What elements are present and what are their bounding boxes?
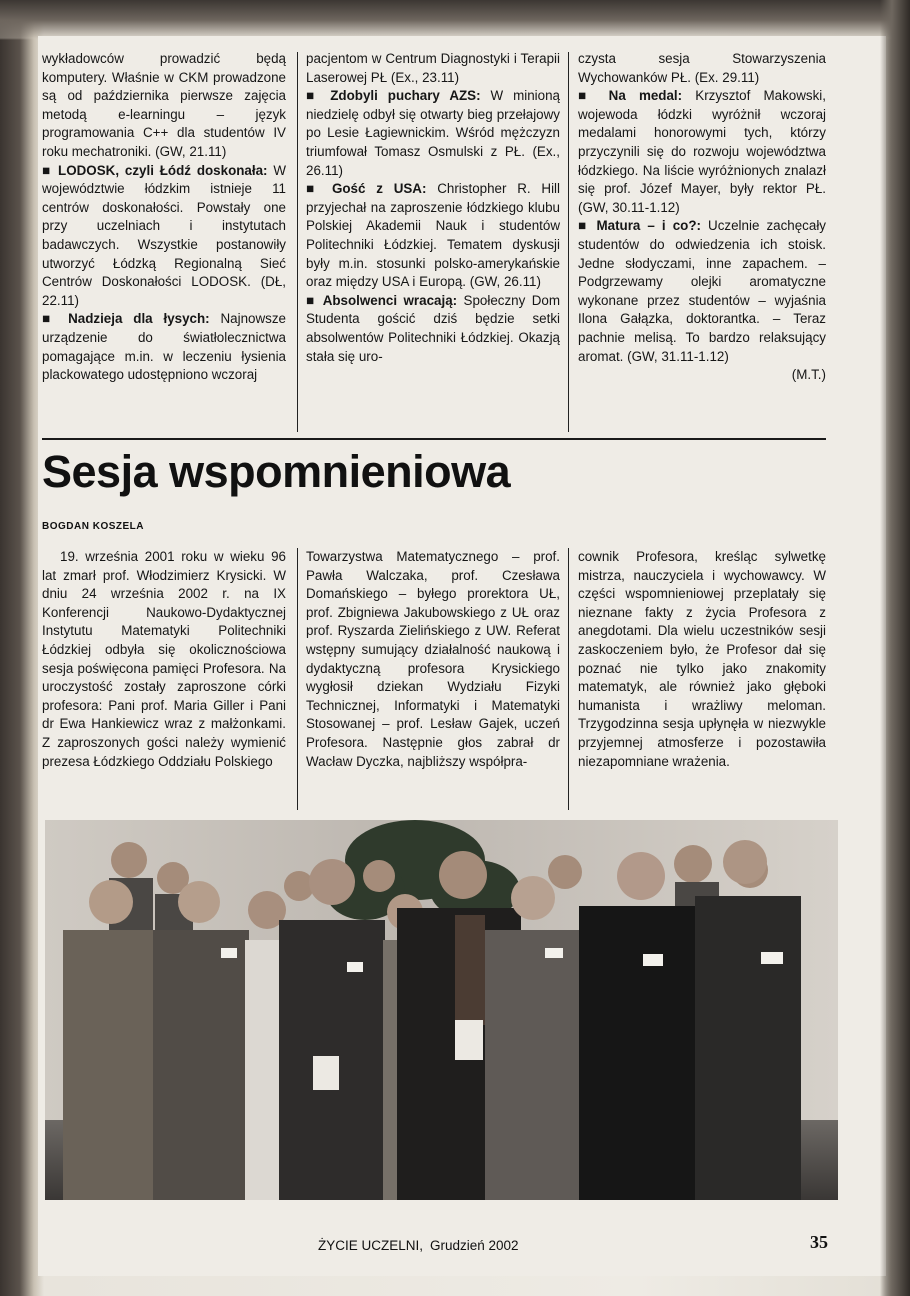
news-signature: (M.T.) xyxy=(791,367,826,383)
news-text: Uczelnie zachęcały studentów do odwiedzenia ich stoisk. Jedne słodyczami, inne zapachem. – Podgrzewamy olejki aromatyczne wykonane przez studentów – wyjaśnia Ilona Gałązka, doktorantka. – Teraz pachnie melisą. To bardzo relaksujący aromat. (GW, 31.11-1.12) xyxy=(578,218,826,364)
binding-edge xyxy=(880,0,910,1296)
news-item-puchary xyxy=(306,87,560,180)
news-column-1 xyxy=(42,50,286,385)
news-column-3 xyxy=(578,50,826,385)
article-paragraph: Towarzystwa Matematycznego – prof. Pawła Walczaka, prof. Czesława Domańskiego – byłego prorektora UŁ, prof. Zbigniewa Jakubowskiego z UŁ oraz prof. Ryszarda Zielińskiego z UW. Referat wstępny sumujący działalność naukową i dydaktyczną profesora Krysickiego wygłosił dziekan Wydziału Fizyki Technicznej, Informatyki i Matematyki Stosowanej – prof. Lesław Gajek, uczeń Profesora. Następnie głos zabrał dr Wacław Dyczka, najbliższy współpra- xyxy=(306,549,560,769)
news-paragraph: wykładowców prowadzić będą komputery. Właśnie w CKM prowadzone są od października pierwsze zajęcia metodą e-learningu – język programowania C++ dla studentów IV roku mechatroniki. (GW, 21.11) xyxy=(42,51,286,159)
group-photo xyxy=(45,820,838,1200)
news-column-2 xyxy=(306,50,560,366)
column-divider xyxy=(297,52,298,432)
column-divider xyxy=(568,548,569,810)
news-lead: ■ Gość z USA: xyxy=(306,181,427,197)
news-text: W województwie łódzkim istnieje 11 centrów doskonałości. Powstały one przy uczelniach i instytutach badawczych. Wszystkie postanowiły utworzyć Łódzką Regionalną Sieć Centrów Doskonałości LODOSK. (DŁ, 22.11) xyxy=(42,162,286,308)
news-text: Krzysztof Makowski, wojewoda łódzki wyróżnił wczoraj medalami honorowymi tych, którzy przyczynili się do rozwoju województwa łódzkiego. Na liście wyróżnionych znalazł się prof. Józef Mayer, były rektor PŁ. (GW, 30.11-1.12) xyxy=(578,88,826,215)
news-item-absolwenci xyxy=(306,292,560,366)
page-number: 35 xyxy=(810,1232,828,1252)
article-author: BOGDAN KOSZELA xyxy=(42,521,144,532)
column-divider xyxy=(297,548,298,810)
column-divider xyxy=(568,52,569,432)
news-lead: ■ LODOSK, czyli Łódź doskonała: xyxy=(42,162,268,178)
news-text: Christopher R. Hill przyjechał na zaproszenie łódzkiego klubu Polskiej Akademii Nauk i studentów Politechniki Łódzkiej. Tematem dyskusji były m.in. stosunki polsko-amerykańskie oraz między USA i Europą. (GW, 26.11) xyxy=(306,181,560,290)
news-item-nadzieja xyxy=(42,310,286,384)
news-text: W minioną niedzielę odbył się otwarty bieg przełajowy po Lesie Łagiewnickim. Wśród mężczyzn triumfował Tomasz Osmulski z PŁ. (Ex., 26.11) xyxy=(306,88,560,178)
news-item-medal xyxy=(578,87,826,217)
article-paragraph: cownik Profesora, kreśląc sylwetkę mistrza, nauczyciela i wychowawcy. W części wspomnieniowej przeplatały się nieznane fakty z życia Profesora z anegdotami. Dla wielu uczestników sesji zaskoczeniem było, że Profesor dał się poznać nie tylko jako znakomity matematyk, ale również jako głęboki humanista i wrażliwy meloman. Trzygodzinna sesja upłynęła w niezwykle przyjemnej atmosferze i pozostawiła niezapomniane wrażenia. xyxy=(578,549,826,769)
article-column-3 xyxy=(578,548,826,771)
news-paragraph: pacjentom w Centrum Diagnostyki i Terapii Laserowej PŁ (Ex., 23.11) xyxy=(306,51,560,85)
news-item-gosc xyxy=(306,180,560,292)
torn-page-top xyxy=(0,0,910,40)
news-lead: ■ Nadzieja dla łysych: xyxy=(42,311,210,327)
news-item-lodosk xyxy=(42,162,286,311)
journal-name: ŻYCIE UCZELNI, xyxy=(318,1238,424,1253)
news-text: Społeczny Dom Studenta gościć dziś będzie setki absolwentów Politechniki Łódzkiej. Okazją stała się uro- xyxy=(306,292,560,364)
issue-date: Grudzień 2002 xyxy=(430,1238,519,1253)
news-lead: ■ Absolwenci wracają: xyxy=(306,292,458,308)
article-title: Sesja wspomnieniowa xyxy=(42,446,511,497)
article-column-2 xyxy=(306,548,560,771)
news-paragraph: czysta sesja Stowarzyszenia Wychowanków PŁ. (Ex. 29.11) xyxy=(578,51,826,85)
news-item-matura xyxy=(578,217,826,366)
news-lead: ■ Zdobyli puchary AZS: xyxy=(306,88,481,104)
news-text: Najnowsze urządzenie do światłolecznictwa pomagające m.in. w leczeniu łysienia plackowatego udostępniono wczoraj xyxy=(42,311,286,383)
article-paragraph: 19. września 2001 roku w wieku 96 lat zmarł prof. Włodzimierz Krysicki. W dniu 24 września 2002 r. na IX Konferencji Naukowo-Dydaktycznej Instytutu Matematyki Politechniki Łódzkiej odbyła się okolicznościowa sesja poświęcona pamięci Profesora. Na uroczystość zostały zaproszone córki profesora: Pani prof. Maria Giller i Pani dr Ewa Hankiewicz wraz z małżonkami. Z zaproszonych gości należy wymienić prezesa Łódzkiego Oddziału Polskiego xyxy=(42,549,286,769)
article-column-1 xyxy=(42,548,286,771)
section-divider xyxy=(42,438,826,440)
news-lead: ■ Matura – i co?: xyxy=(578,218,701,234)
news-lead: ■ Na medal: xyxy=(578,88,683,104)
